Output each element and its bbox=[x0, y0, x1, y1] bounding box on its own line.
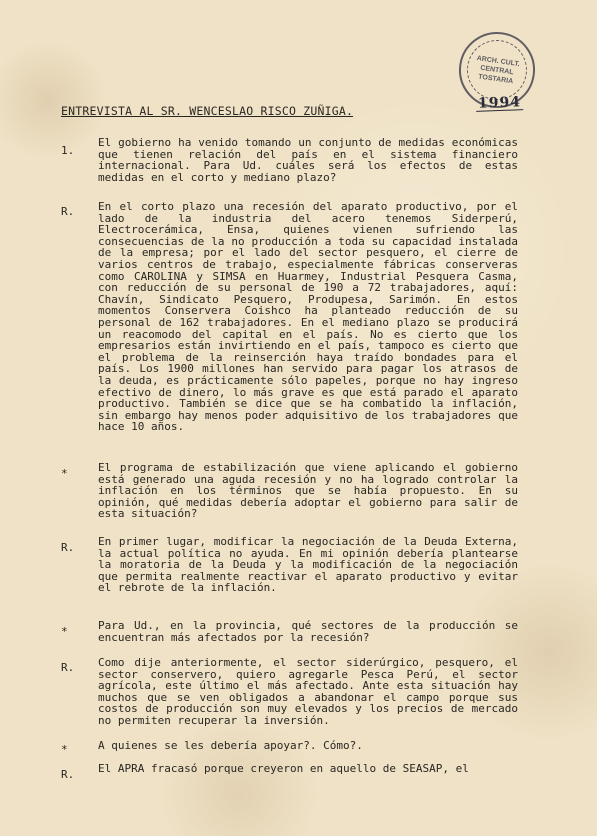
answer-marker: R. bbox=[61, 205, 75, 218]
answer-text: En primer lugar, modificar la negociación de la Deuda Externa, la actual política no ayuda. En mi opinión debería plantearse la moratoria de la Deuda y la modificación de la negociación que permita realmente reactivar el aparato productivo y evitar el rebrote de la inflación. bbox=[98, 535, 518, 595]
question-text: A quienes se les debería apoyar?. Cómo?. bbox=[98, 739, 363, 752]
stamp-line-2: CENTRAL bbox=[479, 64, 515, 76]
answer-marker: R. bbox=[61, 768, 75, 781]
answer-text: Como dije anteriormente, el sector siderúrgico, pesquero, el sector conservero, quiero agregarle Pesca Perú, el sector agrícola, este último el más afectado. Ante esta situación hay muchos que se ven obligados a abandonar el campo porque sus costos de producción son muy elevados y los precios de mercado no permiten recuperar la inversión. bbox=[98, 656, 518, 727]
stamp-line-1: ARCH. CULT. bbox=[476, 54, 521, 68]
answer-text: El APRA fracasó porque creyeron en aquello de SEASAP, el bbox=[98, 762, 469, 775]
answer-marker: R. bbox=[61, 541, 75, 554]
question-text: El gobierno ha venido tomando un conjunto de medidas económicas que tienen relación del país en el sistema financiero internacional. Para Ud. cuáles será los efectos de estas medidas en el corto y mediano plazo? bbox=[98, 136, 518, 184]
question-text: Para Ud., en la provincia, qué sectores de la producción se encuentran más afectados por la recesión? bbox=[98, 619, 518, 644]
question-text: El programa de estabilización que viene aplicando el gobierno está generado una aguda recesión y no ha logrado controlar la inflación en los términos que se había propuesto. En su opinión, qué medidas debería adoptar el gobierno para salir de esta situación? bbox=[98, 461, 518, 521]
question-marker: * bbox=[61, 467, 68, 480]
stamp-line-3: TOSTARIA bbox=[477, 73, 514, 85]
question-marker: * bbox=[61, 743, 68, 756]
question-marker: * bbox=[61, 625, 68, 638]
handwritten-year: 1994 bbox=[477, 94, 522, 112]
question-marker: 1. bbox=[61, 144, 75, 157]
answer-marker: R. bbox=[61, 661, 75, 674]
answer-text: En el corto plazo una recesión del aparato productivo, por el lado de la industria del acero tenemos Siderperú, Electrocerámica, Ensa, quienes vienen sufriendo las consecuencias de la no producción a toda su capacidad instalada de la empresa; por el lado del sector pesquero, el cierre de varios centros de trabajo, especialmente fábricas conserveras como CAROLINA y SIMSA en Huarmey, Industrial Pesquera Casma, con reducción de su personal de 190 a 72 trabajadores, aquí: Chavín, Sindicato Pesquero, Produpesa, Sarimón. En estos momentos Conservera Coishco ha planteado reducción de su personal de 162 trabajadores. En el mediano plazo se producirá un reacomodo del capital en el país. No es cierto que los empresarios están invirtiendo en el país, tampoco es cierto que el problema de la reinserción haya traído bondades para el país. Los 1900 millones han servido para pagar los atrasos de la deuda, es prácticamente sólo papeles, porque no hay ingreso efectivo de dinero, lo más grave es que está parado el aparato productivo. También se dice que se ha combatido la inflación, sin embargo hay menos poder adquisitivo de los trabajadores que hace 10 años. bbox=[98, 200, 518, 434]
interview-title: ENTREVISTA AL SR. WENCESLAO RISCO ZUÑIGA. bbox=[61, 104, 354, 118]
